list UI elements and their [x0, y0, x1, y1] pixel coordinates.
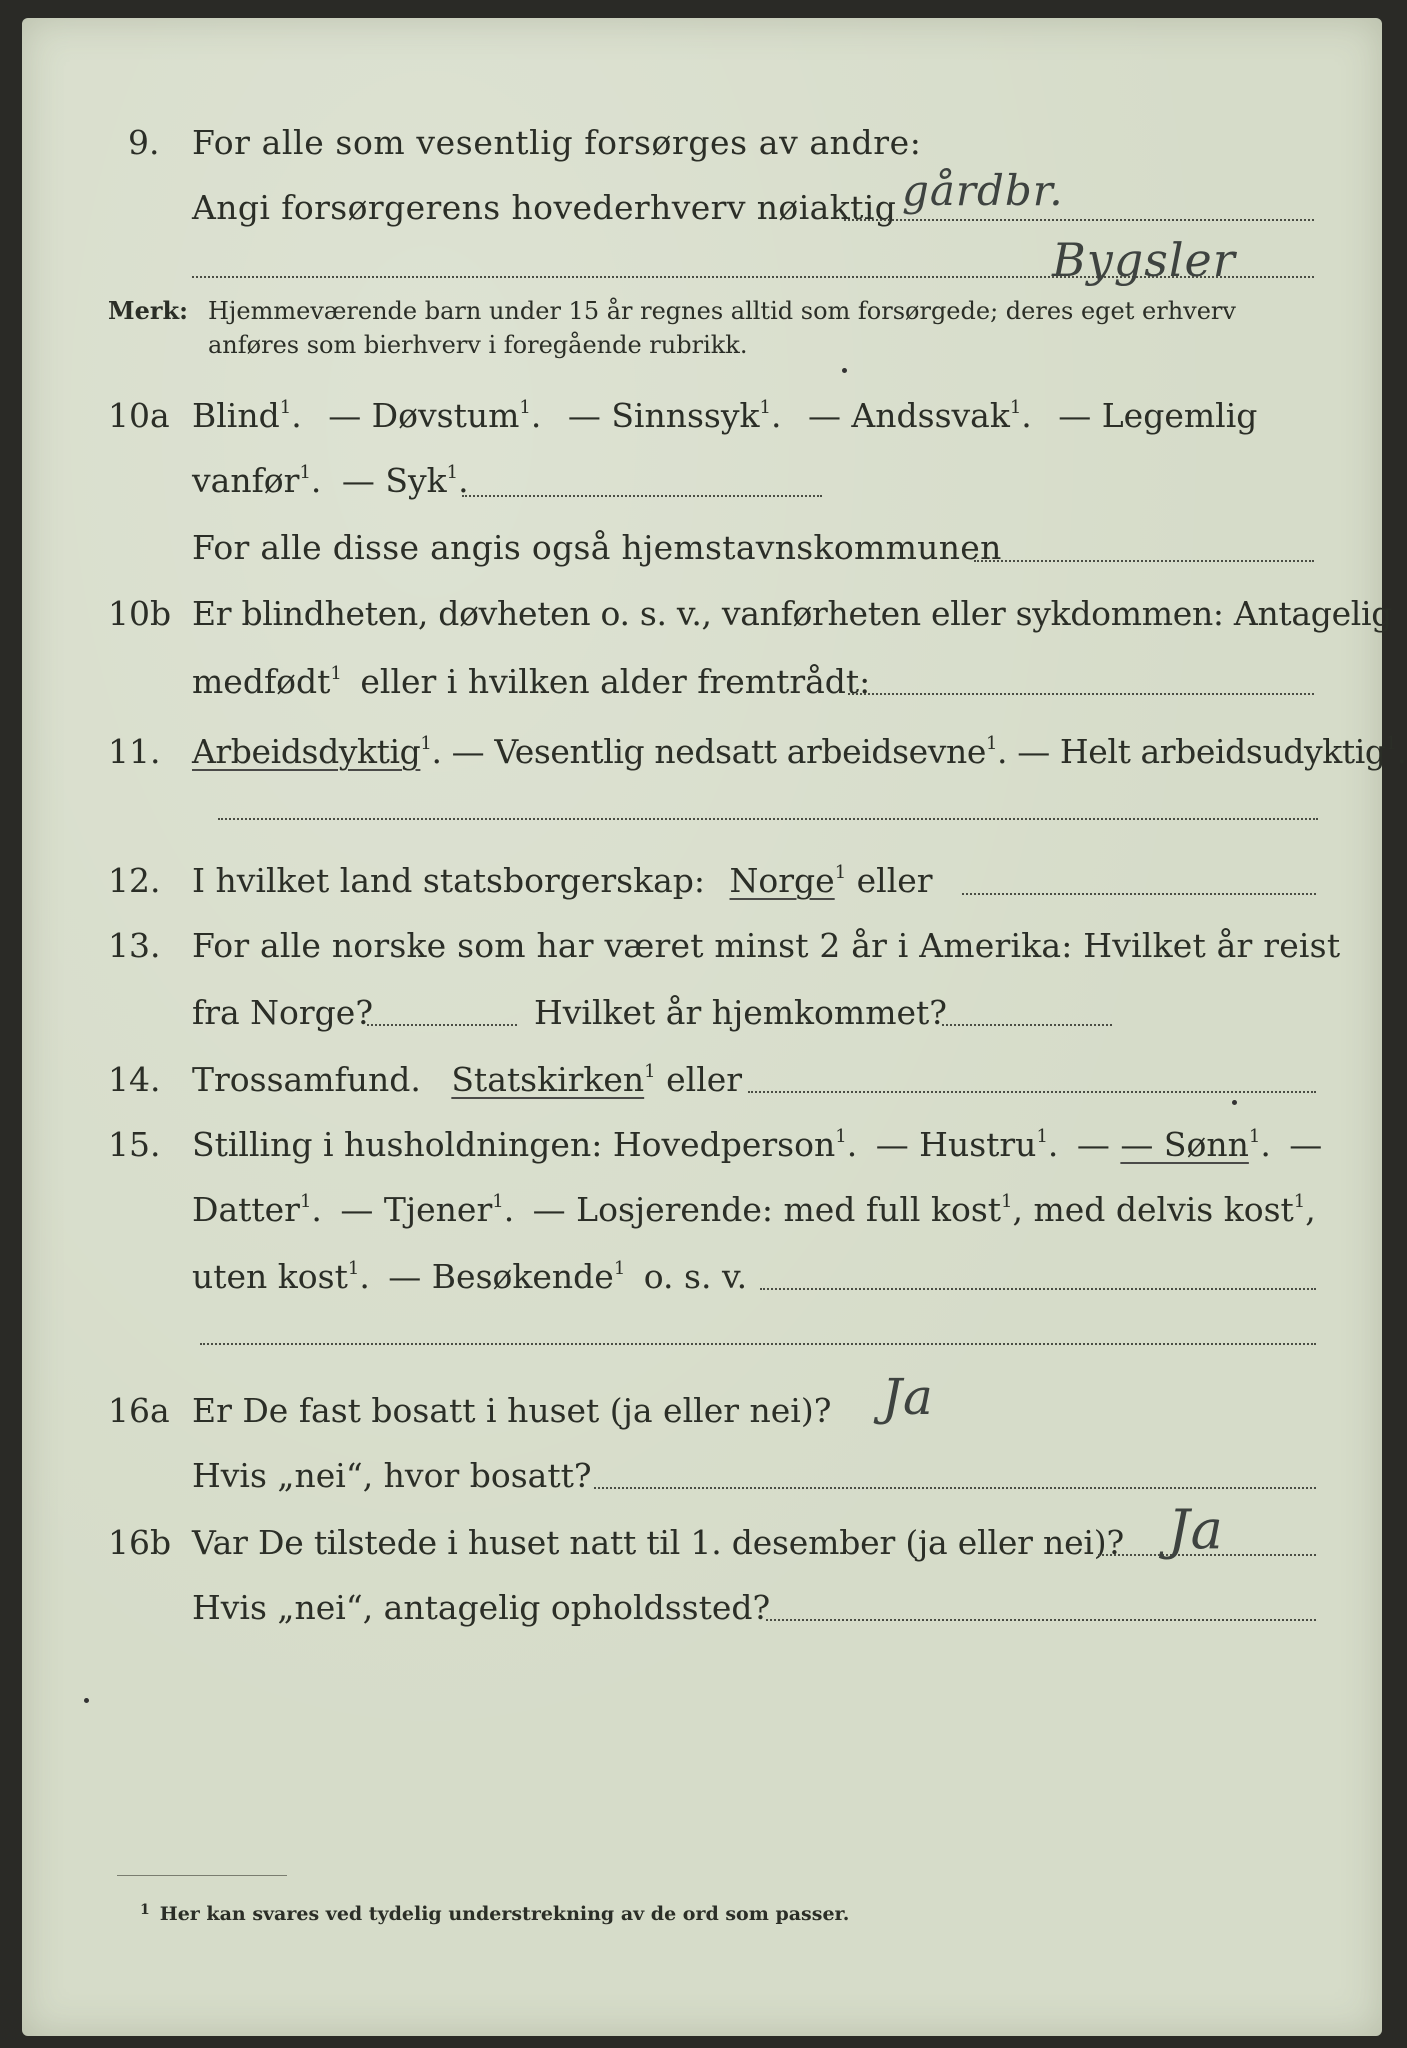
sup: 1 — [299, 1191, 312, 1212]
q15-comma: , — [1305, 1190, 1316, 1229]
q10b-line2 — [192, 662, 870, 702]
q9-line2: Angi forsørgerens hovederhverv nøiaktig — [192, 188, 897, 227]
q11-opt-nedsatt: — Vesentlig nedsatt arbeidsevne — [451, 732, 986, 771]
sup: 1 — [644, 1061, 656, 1082]
q10a-hjemstavn-line — [974, 560, 1314, 562]
sup: 1 — [1385, 733, 1397, 754]
q16a-handwritten-answer: Ja — [882, 1368, 934, 1426]
sup: 1 — [519, 397, 531, 418]
ink-speck — [84, 1698, 89, 1703]
sup: 1 — [1036, 1126, 1048, 1147]
q10b-answer-line — [848, 693, 1314, 695]
sup: 1 — [446, 462, 459, 483]
q15-sonn-underlined: — Sønn — [1120, 1125, 1249, 1164]
q11-opt-udyktig: — Helt arbeidsudyktig — [1017, 732, 1386, 771]
q10a-opt-sinnssyk: — Sinnssyk — [567, 396, 760, 435]
q13-hjemkommet-line — [942, 1024, 1112, 1026]
q9-handwritten-answer2: Bygsler — [1052, 233, 1236, 287]
q16b-line2: Hvis „nei“, antagelig opholdssted? — [192, 1588, 771, 1627]
q10a-opt-dovstum: — Døvstum — [328, 396, 520, 435]
q10b-line1: Er blindheten, døvheten o. s. v., vanførheten eller sykdommen: Antagelig — [192, 594, 1393, 633]
q16b-number: 16b — [108, 1523, 172, 1562]
q15-delvis: , med delvis kost — [1012, 1190, 1294, 1229]
q13-line2-a: fra Norge? — [192, 993, 374, 1032]
sup: 1 — [279, 397, 292, 418]
footnote-rule — [117, 1875, 287, 1876]
q10b-alder: eller i hvilken alder fremtrådt: — [360, 662, 871, 701]
ink-speck — [1232, 1100, 1237, 1105]
q15-tjener: — Tjener — [340, 1190, 493, 1229]
merk-line2: anføres som bierhverv i foregående rubrikk. — [208, 331, 748, 359]
q15-losjerende: — Losjerende: med full kost — [532, 1190, 1002, 1229]
sup: 1 — [420, 733, 432, 754]
q15-uten-kost: uten kost — [192, 1257, 348, 1296]
q15-sonn: — — Sønn — [1076, 1125, 1249, 1164]
q10a-opt-syk: — Syk — [341, 461, 447, 500]
q12-line1 — [192, 861, 933, 901]
q15-besokende: — Besøkende — [388, 1257, 614, 1296]
q15-osv: o. s. v. — [643, 1257, 748, 1296]
sup: 1 — [985, 733, 998, 754]
footnote-text: Her kan svares ved tydelig understrekning av de ord som passer. — [159, 1903, 850, 1925]
q14-number: 14. — [108, 1060, 161, 1099]
sup: 1 — [1001, 1191, 1013, 1212]
q11-opt-arbeidsdyktig: Arbeidsdyktig — [192, 732, 421, 771]
q12-opt-norge: Norge — [729, 861, 835, 900]
q10a-line3: For alle disse angis også hjemstavnskommunen — [192, 528, 1002, 567]
q10b-number: 10b — [108, 594, 172, 633]
q16a-line1: Er De fast bosatt i huset (ja eller nei)? — [192, 1391, 832, 1430]
q13-reist-line — [367, 1024, 517, 1026]
sup: 1 — [330, 663, 342, 684]
q10b-opt-medfodt: medfødt — [192, 662, 331, 701]
q10a-line1: Blind$^1$. — Døvstum$^1$. — Sinnssyk$^1$. — Andssvak$^1$. — Legemlig — [192, 396, 1258, 435]
q16b-line1: Var De tilstede i huset natt til 1. desember (ja eller nei)? — [192, 1523, 1124, 1562]
q15-line3: uten kost$^1$. — Besøkende$^1$ o. s. v. — [192, 1257, 748, 1296]
sup: 1 — [613, 1258, 626, 1279]
q9-number: 9. — [128, 123, 160, 162]
q15-extra-line — [200, 1343, 1316, 1345]
q10a-line2: vanfør$^1$. — Syk$^1$. — [192, 461, 469, 500]
sup: 1 — [835, 1126, 847, 1147]
q10a-opt-blind: Blind — [192, 396, 280, 435]
sup: 1 — [347, 1258, 360, 1279]
q12-answer-line — [962, 893, 1316, 895]
q16a-number: 16a — [108, 1391, 170, 1430]
q14-opt-eller: eller — [666, 1060, 743, 1099]
q14-text: Trossamfund. — [192, 1060, 421, 1099]
sup: 1 — [1293, 1191, 1306, 1212]
q15-dash: — — [1289, 1125, 1323, 1164]
q15-number: 15. — [108, 1125, 161, 1164]
q16a-bosatt-line — [594, 1487, 1316, 1489]
q16b-opholdssted-line — [766, 1619, 1316, 1621]
q14-opt-statskirken: Statskirken — [451, 1060, 645, 1099]
merk-label: Merk: — [108, 296, 188, 325]
sup: 1 — [1009, 397, 1022, 418]
q9-handwritten-answer1: gårdbr. — [902, 166, 1064, 215]
q15-line1: Stilling i husholdningen: Hovedperson$^1$. — Hustru$^1$. — — Sønn$^1$. — — [192, 1125, 1323, 1164]
sup: 1 — [759, 397, 771, 418]
q14-answer-line — [748, 1091, 1316, 1093]
q14-line1 — [192, 1060, 742, 1100]
q11-extra-line — [218, 818, 1318, 820]
q15-answer-line — [760, 1288, 1316, 1290]
merk-line1: Hjemmeværende barn under 15 år regnes alltid som forsørgede; deres eget erhverv — [208, 297, 1236, 325]
q9-answer-line — [844, 219, 1314, 221]
sup: 1 — [492, 1191, 504, 1212]
q12-number: 12. — [108, 861, 161, 900]
q15-hustru: — Hustru — [875, 1125, 1037, 1164]
q10a-opt-vanfor: vanfør — [192, 461, 300, 500]
q11-number: 11. — [108, 732, 161, 771]
footnote-mark: 1 — [140, 1902, 150, 1918]
q13-line1: For alle norske som har været minst 2 år i Amerika: Hvilket år reist — [192, 926, 1341, 965]
sup: 1 — [299, 462, 311, 483]
q9-line1: For alle som vesentlig forsørges av andre: — [192, 123, 922, 162]
q15-hovedperson: Stilling i husholdningen: Hovedperson — [192, 1125, 836, 1164]
q10a-opt-andssvak: — Andssvak — [807, 396, 1010, 435]
q15-line2: Datter$^1$. — Tjener$^1$. — Losjerende: med full kost$^1$, med delvis kost$^1$, — [192, 1190, 1316, 1229]
q12-text: I hvilket land statsborgerskap: — [192, 861, 706, 900]
footnote — [140, 1902, 849, 1925]
q10a-syk-line — [462, 495, 822, 497]
q11-line1: Arbeidsdyktig$^1$. — Vesentlig nedsatt arbeidsevne$^1$. — Helt arbeidsudyktig$^1$. — [192, 732, 1407, 771]
merk-note — [108, 294, 188, 328]
q15-datter: Datter — [192, 1190, 300, 1229]
sup: 1 — [834, 862, 847, 883]
ink-speck — [842, 368, 847, 373]
q13-line2-b: Hvilket år hjemkommet? — [534, 993, 947, 1032]
census-form-page — [22, 18, 1407, 2036]
q12-opt-eller: eller — [856, 861, 933, 900]
q16b-handwritten-answer: Ja — [1168, 1498, 1224, 1561]
q10a-number: 10a — [108, 396, 170, 435]
q13-number: 13. — [108, 926, 161, 965]
q10a-opt-legemlig: — Legemlig — [1058, 396, 1258, 435]
sup: 1 — [1248, 1126, 1261, 1147]
q16a-line2: Hvis „nei“, hvor bosatt? — [192, 1456, 592, 1495]
